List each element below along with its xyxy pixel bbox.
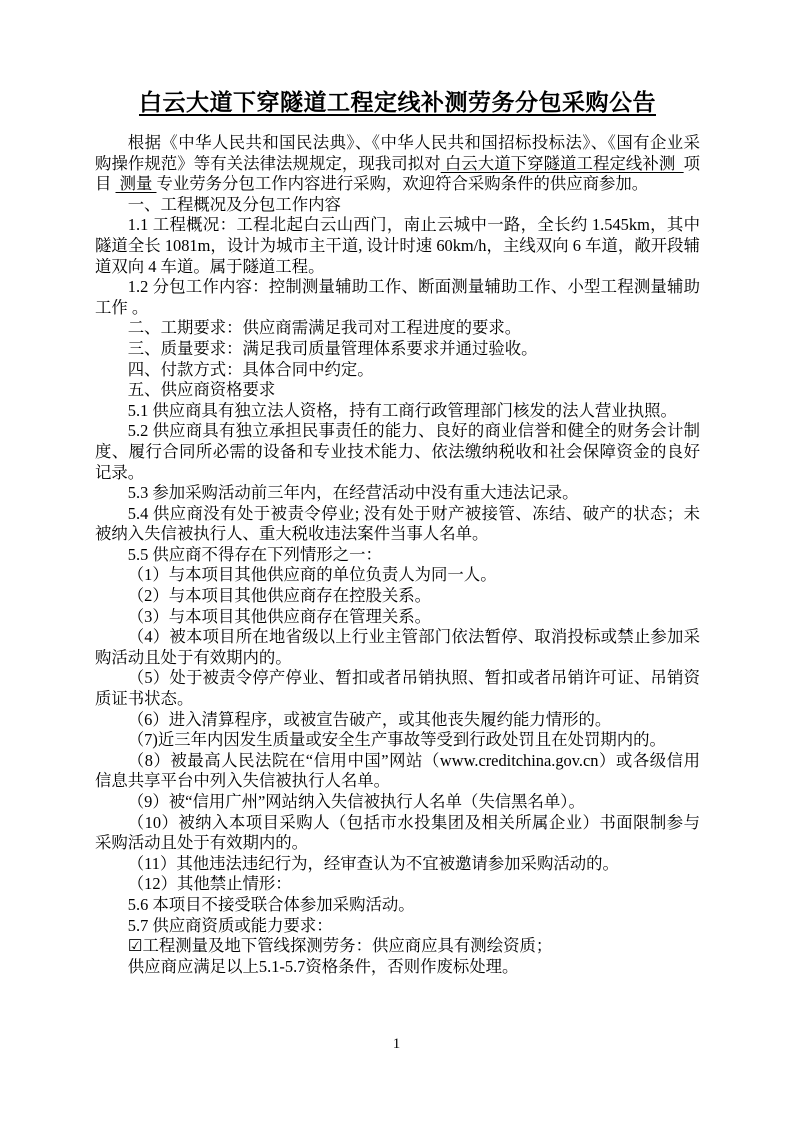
clause-5-5-item-12: （12）其他禁止情形： (127, 874, 292, 894)
clause-5-5-item-10: （10）被纳入本项目采购人（包括市水投集团及相关所属企业）书面限制参与采购活动且处于有效期内的。 (95, 812, 700, 853)
clause-5-3: 5.3 参加采购活动前三年内，在经营活动中没有重大违法记录。 (127, 483, 579, 503)
clause-5-5-item-6: （6）进入清算程序，或被宣告破产，或其他丧失履约能力情形的。 (127, 709, 612, 729)
document-body (95, 133, 700, 977)
discipline-underlined: 测量 (115, 174, 157, 194)
section-3-quality: 三、质量要求：满足我司质量管理体系要求并通过验收。 (127, 338, 538, 358)
section-2-schedule: 二、工期要求：供应商需满足我司对工程进度的要求。 (127, 318, 522, 338)
clause-5-5-item-2: （2）与本项目其他供应商存在控股关系。 (127, 586, 432, 606)
clause-5-5-item-4: （4）被本项目所在地省级以上行业主管部门依法暂停、取消投标或禁止参加采购活动且处于有效期内的。 (95, 627, 700, 667)
clause-5-6: 5.6 本项目不接受联合体参加采购活动。 (127, 894, 415, 914)
clause-5-7: 5.7 供应商资质或能力要求： (127, 915, 333, 935)
checked-checkbox-icon: ☑ (127, 936, 143, 956)
clause-5-7-checkbox-item (95, 936, 700, 957)
section-5-heading: 五、供应商资格要求 (127, 380, 276, 400)
clause-5-2: 5.2 供应商具有独立承担民事责任的能力、良好的商业信誉和健全的财务会计制度、履行合同所必需的设备和专业技术能力、依法缴纳税收和社会保障资金的良好记录。 (95, 421, 700, 482)
project-name-underlined: 白云大道下穿隧道工程定线补测 (440, 153, 684, 173)
clause-5-5-item-3: （3）与本项目其他供应商存在管理关系。 (127, 606, 432, 626)
intro-paragraph (95, 133, 700, 195)
intro-tail: 专业劳务分包工作内容进行采购，欢迎符合采购条件的供应商参加。 (156, 174, 649, 194)
page-number: 1 (392, 1036, 401, 1052)
clause-5-5: 5.5 供应商不得存在下列情形之一： (127, 544, 382, 564)
clause-5-4: 5.4 供应商没有处于被责令停业; 没有处于财产被接管、冻结、破产的状态；未被纳入失信被执行人、重大税收违法案件当事人名单。 (95, 503, 700, 544)
section-4-payment: 四、付款方式：具体合同中约定。 (127, 359, 374, 379)
clause-5-5-item-8: （8）被最高人民法院在“信用中国”网站（www.creditchina.gov.cn）或各级信用信息共享平台中列入失信被执行人名单。 (95, 750, 700, 791)
clause-5-1: 5.1 供应商具有独立法人资格，持有工商行政管理部门核发的法人营业执照。 (127, 400, 677, 420)
section-1-heading: 一、工程概况及分包工作内容 (127, 194, 341, 214)
clause-5-5-item-9: （9）被“信用广州”网站纳入失信被执行人名单（失信黑名单）。 (127, 792, 585, 811)
clause-5-5-item-7: （7)近三年内因发生质量或安全生产事故等受到行政处罚且在处罚期内的。 (127, 730, 666, 750)
clause-5-5-item-11: （11）其他违法违纪行为，经审查认为不宜被邀请参加采购活动的。 (127, 853, 619, 873)
clause-1-1-project-overview: 1.1 工程概况：工程北起白云山西门，南止云城中一路，全长约 1.545km，其中隧道全长 1081m，设计为城市主干道, 设计时速 60km/h，主线双向 6 车道，敞开段辅道双向 4 车道。属于隧道工程。 (95, 215, 700, 276)
clause-5-5-item-1: （1）与本项目其他供应商的单位负责人为同一人。 (127, 565, 497, 585)
intro-lead: 根据《中华人民共和国民法典》、《中华人民共和国招标投标法》、《国有企业采购操作规范》等有关法律法规规定，现我司拟对 (95, 133, 700, 173)
clause-5-7-checkbox-text: 工程测量及地下管线探测劳务：供应商应具有测绘资质； (142, 936, 553, 956)
clause-5-5-item-5: （5）处于被责令停产停业、暂扣或者吊销执照、暂扣或者吊销许可证、吊销资质证书状态。 (95, 668, 700, 709)
clause-1-2-subcontract-scope: 1.2 分包工作内容：控制测量辅助工作、断面测量辅助工作、小型工程测量辅助工作 。 (95, 277, 700, 317)
qualification-conclusion: 供应商应满足以上5.1-5.7资格条件，否则作废标处理。 (127, 956, 519, 976)
intro-mid: 项目 (95, 153, 701, 194)
document-title: 白云大道下穿隧道工程定线补测劳务分包采购公告 (139, 90, 656, 115)
